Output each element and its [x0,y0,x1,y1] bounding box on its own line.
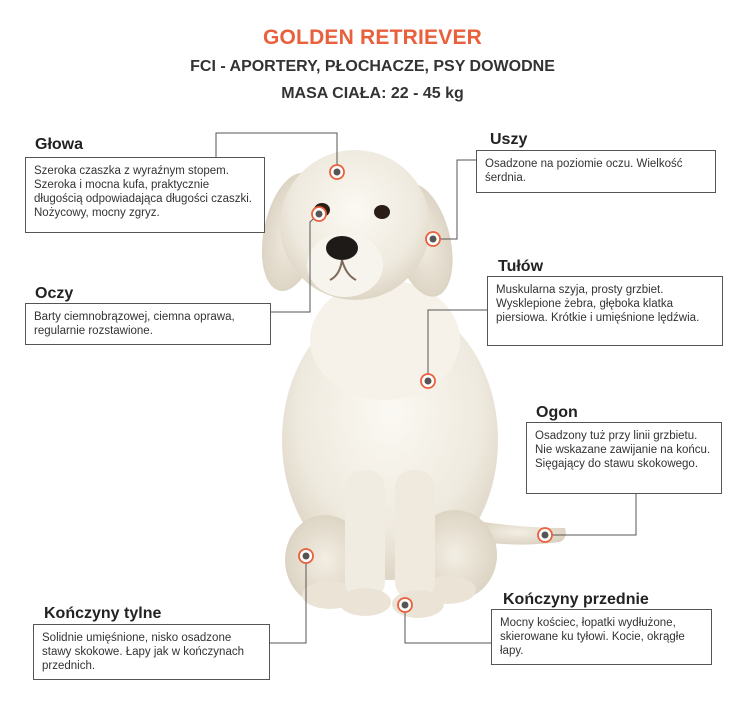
glowa-description: Szeroka czaszka z wyraźnym stopem. Szeroka i mocna kufa, praktycznie długością odpowiadająca długości czaszki. Nożycowy, mocny zgryz. [25,157,265,233]
ogon-description: Osadzony tuż przy linii grzbietu. Nie wskazane zawijanie na końcu. Sięgający do stawu skokowego. [526,422,722,494]
konczyny-tylne-description: Solidnie umięśnione, nisko osadzone stawy skokowe. Łapy jak w kończynach przednich. [33,624,270,680]
ogon-heading: Ogon [536,404,578,421]
uszy-description: Osadzone na poziomie oczu. Wielkość śerdnia. [476,150,716,193]
konczyny-przednie-description: Mocny kościec, łopatki wydłużone, skierowane ku tyłowi. Kocie, okrągłe łapy. [491,609,712,665]
weight-subtitle: MASA CIAŁA: 22 - 45 kg [281,85,464,102]
ogon-marker [538,528,552,542]
glowa-heading: Głowa [35,136,84,153]
oczy-heading: Oczy [35,285,74,302]
konczyny-tylne-marker [299,549,313,563]
dog-illustration [252,150,566,618]
tulow-marker [421,374,435,388]
oczy-marker [312,207,326,221]
tulow-description: Muskularna szyja, prosty grzbiet. Wysklepione żebra, głęboka klatka piersiowa. Krótkie i umięśnione lędźwia. [487,276,723,346]
konczyny-tylne-heading: Kończyny tylne [44,605,162,622]
uszy-heading: Uszy [490,131,528,148]
uszy-marker [426,232,440,246]
konczyny-przednie-marker [398,598,412,612]
breed-group-subtitle: FCI - APORTERY, PŁOCHACZE, PSY DOWODNE [190,58,555,75]
glowa-marker [330,165,344,179]
oczy-description: Barty ciemnobrązowej, ciemna oprawa, regularnie rozstawione. [25,303,271,345]
tulow-heading: Tułów [498,258,544,275]
page-title: GOLDEN RETRIEVER [262,26,483,49]
konczyny-przednie-heading: Kończyny przednie [503,591,649,608]
